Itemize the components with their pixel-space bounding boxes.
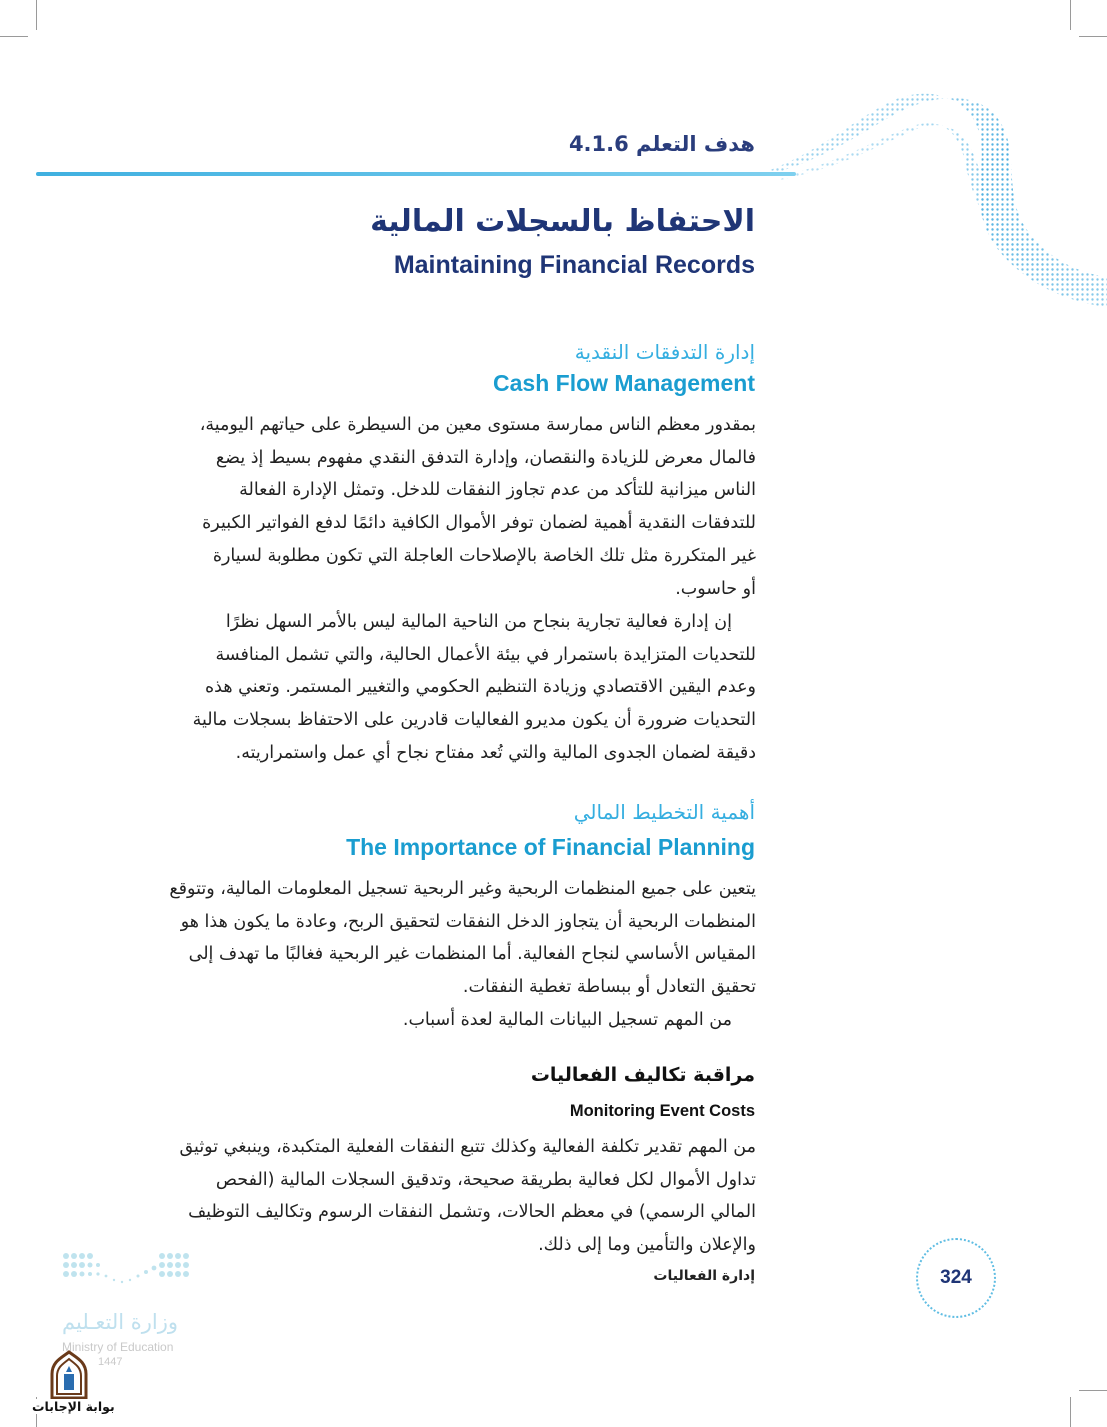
text-line: والإعلان والتأمين وما إلى ذلك.	[538, 1235, 756, 1256]
text-line: فالمال معرض للزيادة والنقصان، وإدارة التدفق النقدي مفهوم بسيط إذ يضع	[215, 447, 756, 468]
text-line: دقيقة لضمان الجدوى المالية والتي تُعد مفتاح نجاح أي عمل واستمراريته.	[235, 742, 756, 763]
page-title-en: Maintaining Financial Records	[393, 251, 755, 279]
text-line: أو حاسوب.	[675, 578, 756, 599]
ministry-logo-icon	[60, 1250, 200, 1295]
text-line: للتحديات المتزايدة باستمرار في بيئة الأعمال الحالية، والتي تشمل المنافسة	[215, 644, 756, 665]
portal-name: بوابة الإجابات	[32, 1399, 115, 1414]
crop-mark	[1079, 36, 1107, 37]
text-line: غير المتكررة مثل تلك الخاصة بالإصلاحات العاجلة التي تكون مطلوبة لسيارة	[212, 545, 756, 566]
text-line: للتدفقات النقدية أهمية لضمان توفر الأموال الكافية دائمًا لدفع الفواتير الكبيرة	[202, 513, 756, 534]
book-label: إدارة الفعاليات	[653, 1268, 755, 1284]
dotted-wave-decoration	[760, 82, 1107, 322]
ministry-name-en: Ministry of Education	[62, 1340, 174, 1354]
page-title-ar: الاحتفاظ بالسجلات المالية	[370, 204, 755, 239]
crop-mark	[0, 36, 28, 37]
section-heading-en: The Importance of Financial Planning	[346, 834, 755, 860]
text-line: إن إدارة فعالية تجارية بنجاح من الناحية المالية ليس بالأمر السهل نظرًا	[225, 612, 732, 632]
crop-mark	[1070, 1397, 1071, 1427]
crop-mark	[36, 0, 37, 30]
text-line: بمقدور معظم الناس ممارسة مستوى معين من السيطرة على حياتهم اليومية،	[199, 415, 756, 435]
paragraph	[134, 606, 756, 770]
text-line: وعدم اليقين الاقتصادي وزيادة التنظيم الحكومي والتغيير المستمر. وتعني هذه	[205, 677, 756, 698]
text-line: المالي الرسمي) في معظم الحالات، وتشمل النفقات الرسوم وتكاليف التوظيف	[188, 1202, 756, 1223]
subsection-heading-ar: مراقبة تكاليف الفعاليات	[530, 1064, 755, 1086]
text-line: تداول الأموال لكل فعالية بطريقة صحيحة، وتدقيق السجلات المالية (الفحص	[215, 1169, 756, 1190]
portal-logo-icon	[46, 1350, 92, 1400]
crop-mark	[1070, 0, 1071, 30]
text-line: المنظمات الربحية أن يتجاوز الدخل النفقات لتحقيق الربح، وعادة ما يكون هذا هو	[180, 911, 756, 932]
text-line: من المهم تقدير تكلفة الفعالية وكذلك تتبع النفقات الفعلية المتكبدة، وينبغي توثيق	[179, 1137, 756, 1157]
paragraph	[134, 409, 756, 605]
subsection-heading-en: Monitoring Event Costs	[569, 1102, 755, 1120]
page-number: 324	[940, 1267, 972, 1288]
paragraph	[134, 1131, 756, 1262]
learning-goal-label: هدف التعلم 4.1.6	[568, 132, 755, 156]
text-line: التحديات ضرورة أن يكون مديرو الفعاليات قادرين على الاحتفاظ بسجلات مالية	[192, 710, 756, 731]
section-heading-ar: إدارة التدفقات النقدية	[574, 340, 755, 364]
text-line: يتعين على جميع المنظمات الربحية وغير الربحية تسجيل المعلومات المالية، وتتوقع	[169, 879, 756, 899]
learning-goal-rule	[36, 172, 796, 176]
text-line: تحقيق التعادل أو ببساطة تغطية النفقات.	[462, 977, 756, 998]
ministry-year: 1447	[98, 1356, 123, 1368]
paragraph	[134, 873, 756, 1037]
text-line: الناس ميزانية للتأكد من عدم تجاوز النفقات للدخل. وتمثل الإدارة الفعالة	[239, 480, 756, 501]
section-heading-ar: أهمية التخطيط المالي	[573, 800, 755, 824]
text-line: من المهم تسجيل البيانات المالية لعدة أسباب.	[402, 1009, 732, 1030]
text-line: المقياس الأساسي لنجاح الفعالية. أما المنظمات غير الربحية فغالبًا ما تهدف إلى	[188, 944, 756, 965]
crop-mark	[1079, 1390, 1107, 1391]
ministry-name-ar: وزارة التعـليم	[62, 1310, 179, 1334]
section-heading-en: Cash Flow Management	[493, 370, 755, 396]
page-number-badge	[916, 1238, 996, 1318]
